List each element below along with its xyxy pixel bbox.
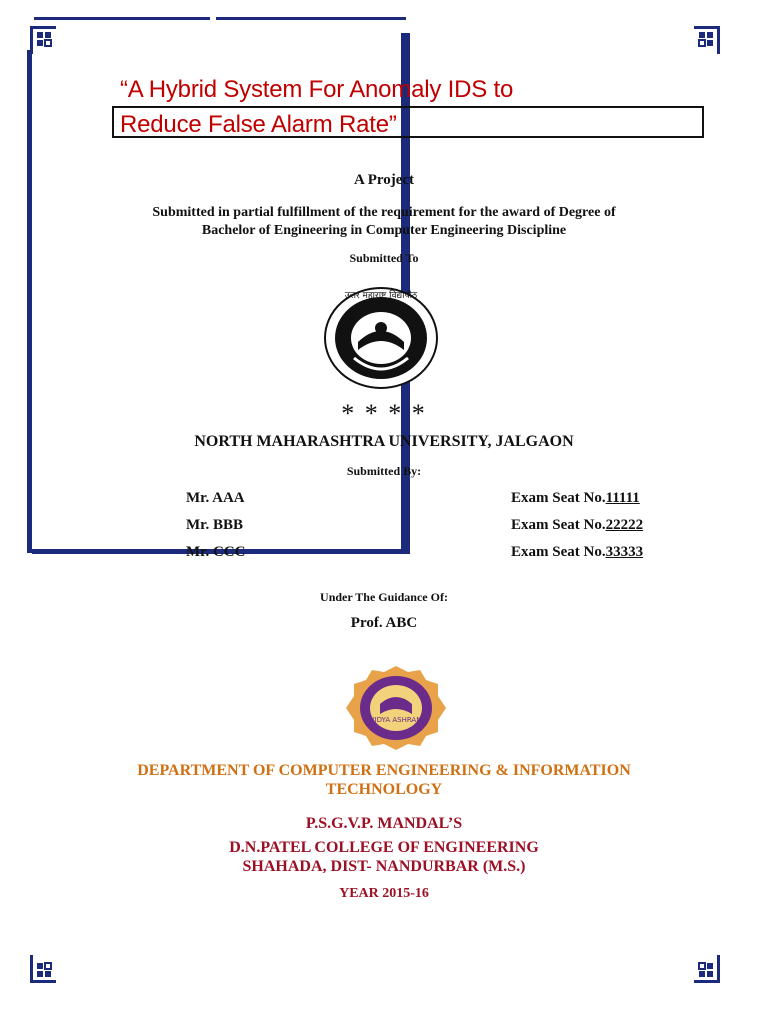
- frame-top-line-right: [216, 17, 406, 20]
- stars-separator: * * * *: [341, 399, 427, 428]
- student-seat: [511, 544, 643, 561]
- department-line-1: DEPARTMENT OF COMPUTER ENGINEERING & INFORMATION: [137, 762, 631, 779]
- college-name: [0, 838, 768, 876]
- department-line-2: TECHNOLOGY: [325, 781, 443, 798]
- seat-label: Exam Seat No.: [511, 490, 606, 506]
- department-name: [0, 761, 768, 799]
- corner-ornament-bottom-right-icon: [694, 955, 720, 983]
- guide-name: Prof. ABC: [350, 615, 418, 631]
- submitted-by-label: Submitted By:: [346, 464, 422, 478]
- submission-text-line-2: Bachelor of Engineering in Computer Engineering Discipline: [201, 223, 567, 238]
- submission-text: [0, 204, 768, 240]
- corner-ornament-top-left-icon: [30, 26, 56, 54]
- project-title-line-2: Reduce False Alarm Rate”: [120, 111, 397, 138]
- project-label: A Project: [353, 172, 415, 188]
- student-name: Mr. CCC: [186, 544, 246, 560]
- submission-text-line-1: Submitted in partial fulfillment of the requirement for the award of Degree of: [152, 205, 616, 220]
- student-name: Mr. BBB: [186, 517, 243, 533]
- project-title-line-1: “A Hybrid System For Anomaly IDS to: [120, 76, 514, 103]
- corner-ornament-top-right-icon: [694, 26, 720, 54]
- academic-year: YEAR 2015-16: [339, 886, 429, 901]
- student-seat: [511, 490, 640, 507]
- student-seat: [511, 517, 643, 534]
- college-logo: [344, 664, 448, 752]
- university-seal-logo: [318, 280, 444, 395]
- corner-ornament-bottom-left-icon: [30, 955, 56, 983]
- college-line-2: SHAHADA, DIST- NANDURBAR (M.S.): [242, 858, 526, 875]
- college-line-1: D.N.PATEL COLLEGE OF ENGINEERING: [229, 839, 539, 856]
- seat-label: Exam Seat No.: [511, 544, 606, 560]
- university-seal-text: उत्तर महाराष्ट्र विद्यापीठ: [344, 291, 418, 301]
- university-name: NORTH MAHARASHTRA UNIVERSITY, JALGAON: [194, 433, 574, 450]
- project-title: [120, 72, 680, 142]
- seat-number: 33333: [605, 544, 644, 560]
- college-logo-text: VIDYA ASHRAM: [369, 716, 423, 724]
- student-name: Mr. AAA: [186, 490, 245, 506]
- frame-top-line-left: [34, 17, 210, 20]
- mandal-name: P.S.G.V.P. MANDAL’S: [305, 815, 463, 832]
- seat-label: Exam Seat No.: [511, 517, 606, 533]
- seat-number: 11111: [605, 490, 640, 506]
- submitted-to-label: Submitted To: [349, 251, 419, 265]
- seat-number: 22222: [605, 517, 644, 533]
- guidance-label: Under The Guidance Of:: [320, 590, 448, 604]
